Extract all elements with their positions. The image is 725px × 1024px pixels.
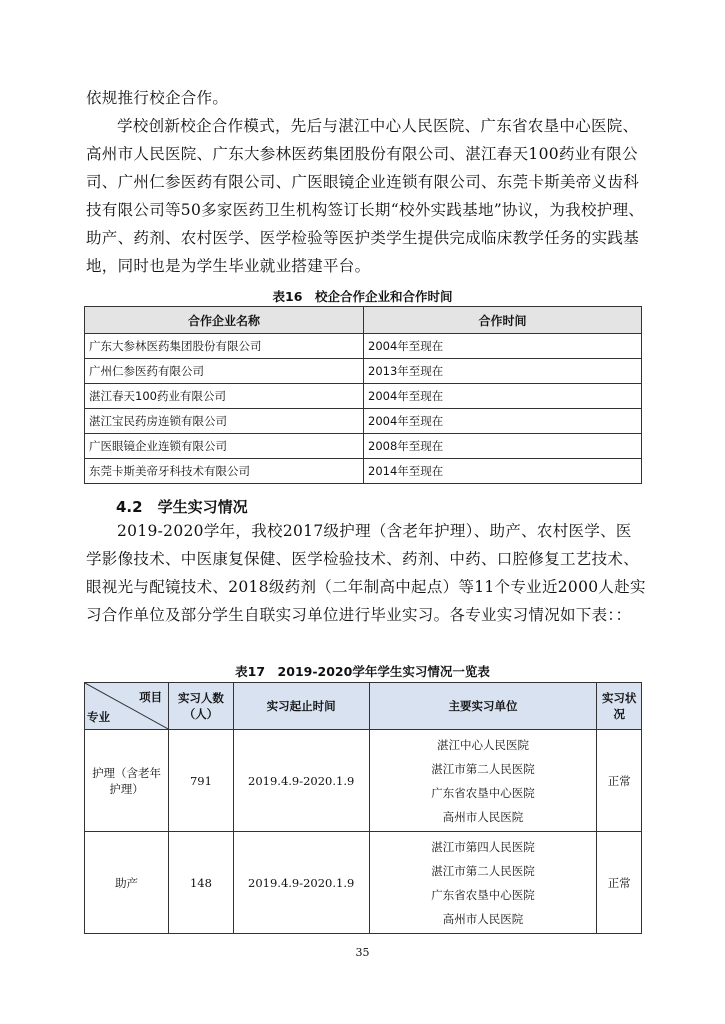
period-cell: 2019.4.9-2020.1.9 bbox=[233, 832, 369, 934]
table-row bbox=[85, 434, 642, 459]
units-cell bbox=[369, 730, 597, 832]
unit-item: 广东省农垦中心医院 bbox=[431, 785, 535, 800]
paragraph-continued: 依规推行校企合作。 bbox=[86, 89, 229, 107]
enterprise-name: 湛江宝民药房连锁有限公司 bbox=[85, 409, 364, 434]
table-row bbox=[85, 730, 642, 832]
unit-item: 高州市人民医院 bbox=[442, 911, 524, 926]
unit-item: 湛江市第二人民医院 bbox=[431, 863, 535, 878]
section-heading: 4.2 学生实习情况 bbox=[116, 498, 248, 516]
table16-caption: 表16 校企合作企业和合作时间 bbox=[272, 289, 453, 304]
table-row bbox=[85, 334, 642, 359]
period-cell: 2019.4.9-2020.1.9 bbox=[233, 730, 369, 832]
table-row bbox=[85, 832, 642, 934]
table-row bbox=[85, 459, 642, 484]
cooperation-time: 2014年至现在 bbox=[364, 459, 642, 484]
count-cell: 148 bbox=[169, 832, 234, 934]
table-internship-status bbox=[84, 682, 642, 934]
unit-item: 广东省农垦中心医院 bbox=[431, 887, 535, 902]
column-header-status: 实习状况 bbox=[597, 683, 642, 730]
table-row bbox=[85, 359, 642, 384]
paragraph-internship: 2019-2020学年，我校2017级护理（含老年护理）、助产、农村医学、医学影像技术、中医康复保健、医学检验技术、药剂、中药、口腔修复工艺技术、眼视光与配镜技术、2018级药剂（二年制高中起点）等11个专业近2000人赴实习合作单位及部分学生自联实习单位进行毕业实习。各专业实习情况如下表：： bbox=[86, 522, 646, 624]
table-header-row bbox=[85, 307, 642, 334]
intro-text bbox=[86, 84, 646, 280]
enterprise-name: 湛江春天100药业有限公司 bbox=[85, 384, 364, 409]
column-header: 合作企业名称 bbox=[85, 307, 364, 334]
cooperation-time: 2013年至现在 bbox=[364, 359, 642, 384]
table-header-row bbox=[85, 683, 642, 730]
unit-item: 湛江市第二人民医院 bbox=[431, 761, 535, 776]
unit-item: 湛江中心人民医院 bbox=[436, 737, 529, 752]
header-item-label: 项目 bbox=[139, 690, 163, 704]
unit-item: 湛江市第四人民医院 bbox=[431, 839, 535, 854]
diagonal-header-cell bbox=[85, 683, 169, 730]
cooperation-time: 2004年至现在 bbox=[364, 384, 642, 409]
cooperation-time: 2008年至现在 bbox=[364, 434, 642, 459]
status-cell: 正常 bbox=[597, 730, 642, 832]
enterprise-name: 广州仁参医药有限公司 bbox=[85, 359, 364, 384]
column-header-units: 主要实习单位 bbox=[369, 683, 597, 730]
paragraph-cooperation: 学校创新校企合作模式，先后与湛江中心人民医院、广东省农垦中心医院、高州市人民医院、广东大参林医药集团股份有限公司、湛江春天100药业有限公司、广州仁参医药有限公司、广医眼镜企业连锁有限公司、东莞卡斯美帝义齿科技有限公司等50多家医药卫生机构签订长期“校外实践基地”协议，为我校护理、助产、药剂、农村医学、医学检验等医护类学生提供完成临床教学任务的实践基地，同时也是为学生毕业就业搭建平台。 bbox=[86, 117, 645, 275]
enterprise-name: 广医眼镜企业连锁有限公司 bbox=[85, 434, 364, 459]
table-row bbox=[85, 409, 642, 434]
page-number: 35 bbox=[355, 946, 370, 959]
table-cooperation-enterprises bbox=[84, 306, 642, 484]
column-header: 合作时间 bbox=[364, 307, 642, 334]
column-header-count bbox=[169, 683, 234, 730]
table-row bbox=[85, 384, 642, 409]
major-cell: 助产 bbox=[85, 832, 169, 934]
column-header-period: 实习起止时间 bbox=[233, 683, 369, 730]
major-cell: 护理（含老年护理） bbox=[85, 730, 169, 832]
enterprise-name: 东莞卡斯美帝牙科技术有限公司 bbox=[85, 459, 364, 484]
status-cell: 正常 bbox=[597, 832, 642, 934]
count-header-unit: （人） bbox=[183, 707, 219, 721]
cooperation-time: 2004年至现在 bbox=[364, 334, 642, 359]
cooperation-time: 2004年至现在 bbox=[364, 409, 642, 434]
enterprise-name: 广东大参林医药集团股份有限公司 bbox=[85, 334, 364, 359]
table17-caption: 表17 2019-2020学年学生实习情况一览表 bbox=[235, 664, 490, 679]
count-header-text: 实习人数 bbox=[177, 691, 224, 705]
header-major-label: 专业 bbox=[87, 710, 110, 724]
units-cell bbox=[369, 832, 597, 934]
count-cell: 791 bbox=[169, 730, 234, 832]
unit-item: 高州市人民医院 bbox=[442, 809, 524, 824]
